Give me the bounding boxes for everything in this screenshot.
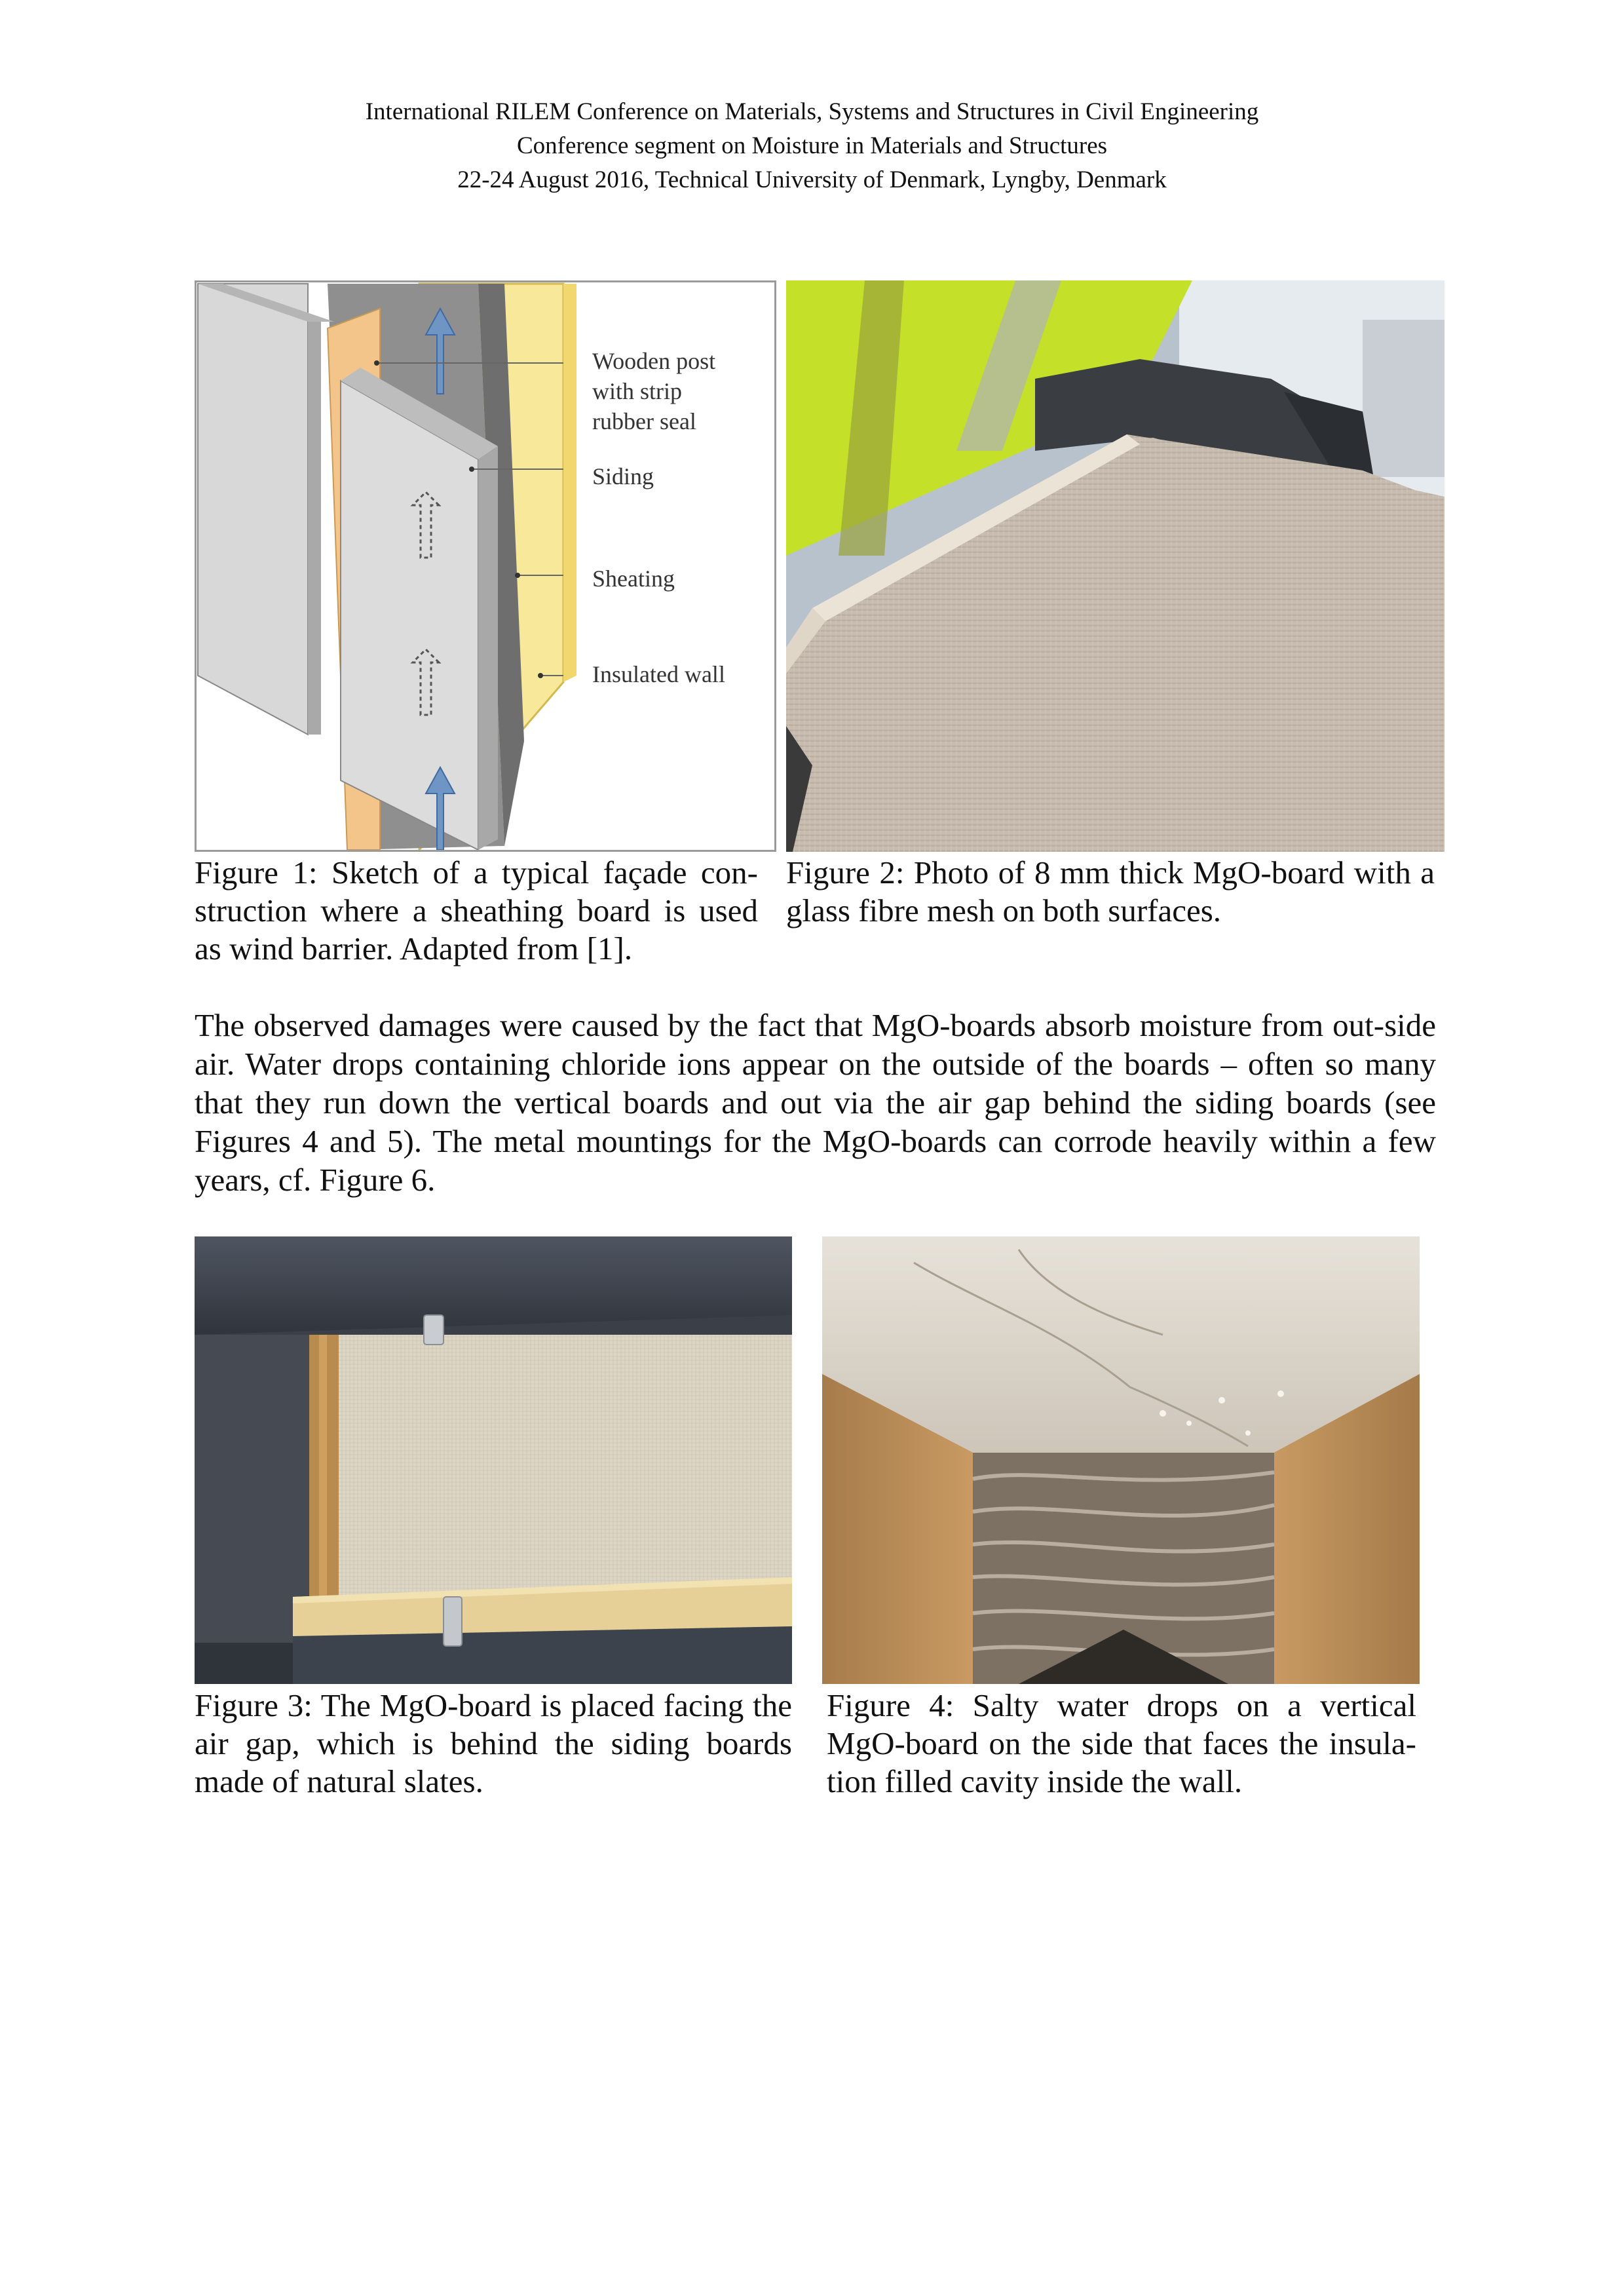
facade-sketch-drawing (197, 282, 774, 850)
figure-4-caption: Figure 4: Salty water drops on a vertical MgO-board on the side that faces the insula-tion filled cavity inside the wall. (827, 1687, 1416, 1799)
label-with-strip: with strip (592, 378, 683, 404)
header-line-2: Conference segment on Moisture in Materials and Structures (516, 132, 1108, 159)
slate-siding-photo (195, 1236, 792, 1684)
figure-2-photo (786, 280, 1445, 852)
body-paragraph: The observed damages were caused by the fact that MgO-boards absorb moisture from out-side air. Water drops containing chloride ions appear on the outside of the boards – often so many that they run down the vertical boards and out via the air gap behind the siding boards (see Figures 4 and 5). The metal mountings for the MgO-boards can corrode heavily within a few years, cf. Figure 6. (195, 1007, 1436, 1198)
header-line-3: 22-24 August 2016, Technical University of Denmark, Lyngby, Denmark (457, 166, 1167, 193)
label-siding: Siding (592, 463, 654, 489)
label-rubber-seal: rubber seal (592, 408, 696, 434)
figure-3-photo (195, 1236, 792, 1684)
header-line-1: International RILEM Conference on Materials, Systems and Structures in Civil Engineering (365, 98, 1259, 125)
mgo-board-photo (786, 280, 1445, 852)
figure-1-caption: Figure 1: Sketch of a typical façade con-struction where a sheathing board is used as wind barrier. Adapted from [1]. (195, 854, 758, 966)
label-sheating: Sheating (592, 565, 675, 592)
figure-1-sketch (195, 280, 776, 852)
figure-2-caption: Figure 2: Photo of 8 mm thick MgO-board with a glass fibre mesh on both surfaces. (786, 854, 1435, 928)
label-wooden-post: Wooden post (592, 348, 716, 374)
figure-4-photo (822, 1236, 1420, 1684)
figure-3-caption: Figure 3: The MgO-board is placed facing the air gap, which is behind the siding boards made of natural slates. (195, 1687, 792, 1799)
insulation-cavity-photo (822, 1236, 1420, 1684)
conference-header (0, 95, 1624, 197)
label-insulated-wall: Insulated wall (592, 661, 725, 687)
